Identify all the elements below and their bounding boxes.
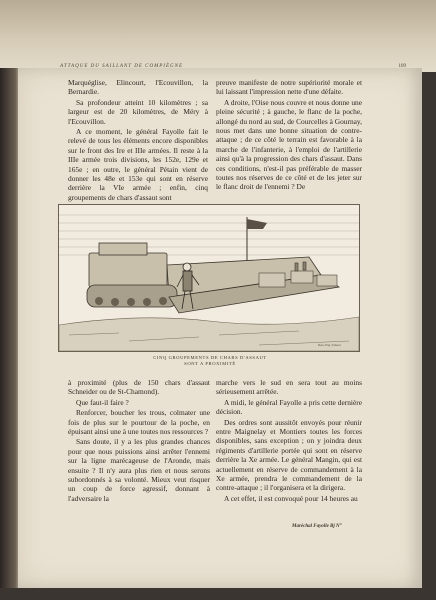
page-footer-signature: Maréchal Fayolle Bj N° [292, 524, 342, 529]
paragraph: Des ordres sont aussitôt envoyés pour réunir entre Maignelay et Montiers toutes les forces disponibles, sans exception ; on y joindra deux régiments d'artillerie portée qui sont en réserve derrière la Xe armée. Le général Mangin, qui est actuellement en réserve de commandement à la Xe armée, prendra le commandement de la contre-attaque ; il l'organisera et la dirigera. [216, 417, 362, 493]
paragraph: à proximité (plus de 150 chars d'assaut Schneider ou de St-Chamond). [68, 378, 210, 397]
column-right-bottom [216, 378, 362, 504]
illustration-tanks [58, 204, 360, 352]
paragraph: Que faut-il faire ? [76, 397, 129, 407]
column-left-bottom [68, 378, 210, 504]
running-title: ATTAQUE DU SAILLANT DE COMPIÈGNE [60, 64, 184, 69]
paragraph: A ce moment, le général Fayolle fait le relevé de tous les éléments encore disponibles sur le front des Ire et IIIe armées. Il reste à la IIIe armée trois divisions, les 152e, 129e et 165e ; en outre, le général Pétain vient de donner les 48e et 153e qui sont en réserve derrière la VIe armée ; enfin, cinq groupements de chars d'assaut sont [68, 127, 208, 202]
page-number: 109 [398, 64, 406, 69]
paragraph: A midi, le général Fayolle a pris cette dernière décision. [216, 397, 362, 417]
paragraph: preuve manifeste de notre supériorité morale et lui laissant l'impression nette d'une défaite. [216, 78, 362, 97]
paragraph: A droite, l'Oise nous couvre et nous donne une pleine sécurité ; à gauche, le flanc de la poche, allongé du nord au sud, de Courcelles à Gournay, nous met dans une bonne situation de contre-attaque ; de ce côté le terrain est favorable à la marche de l'infanterie, à l'emploi de l'artillerie ainsi qu'à la progression des chars d'assaut. Dans ces conditions, n'est-il pas préférable de masser toutes nos réserves de ce côté et de les jeter sur le flanc droit de l'ennemi ? De [216, 97, 362, 192]
figure-caption [150, 355, 270, 367]
caption-line: CINQ GROUPEMENTS DE CHARS D'ASSAUT [153, 355, 267, 360]
paragraph: Marquéglise, Elincourt, l'Ecouvillon, la Bernardie. [68, 78, 208, 97]
illustration-credit: Dess. Eng. Scherer [318, 343, 341, 347]
paragraph: Renforcer, boucher les trous, colmater une fois de plus sur le pourtour de la poche, en épuisant ainsi une à une toutes nos ressources ? [68, 408, 210, 437]
column-right-top [216, 78, 362, 193]
caption-line: SONT A PROXIMITÉ [184, 361, 236, 366]
paragraph: A cet effet, il est convoqué pour 14 heures au [224, 493, 358, 503]
paragraph: Sans doute, il y a les plus grandes chances pour que nous puissions ainsi arrêter l'ennemi sur la ligne marécageuse de l'Aronde, mais ensuite ? Il n'y aura plus rien et nous serons subordonnés à sa volonté. Mieux veut risquer un coup de force agressif, donnant à l'adversaire la [68, 437, 210, 503]
column-left-top [68, 78, 208, 203]
paragraph: Sa profondeur atteint 10 kilomètres ; sa largeur est de 20 kilomètres, de Méry à l'Ecouvillon. [68, 97, 208, 126]
tank-drawing [59, 205, 359, 351]
page-top-edge [0, 0, 436, 72]
paragraph: marche vers le sud en sera tout au moins sérieusement arrêtée. [216, 378, 362, 397]
